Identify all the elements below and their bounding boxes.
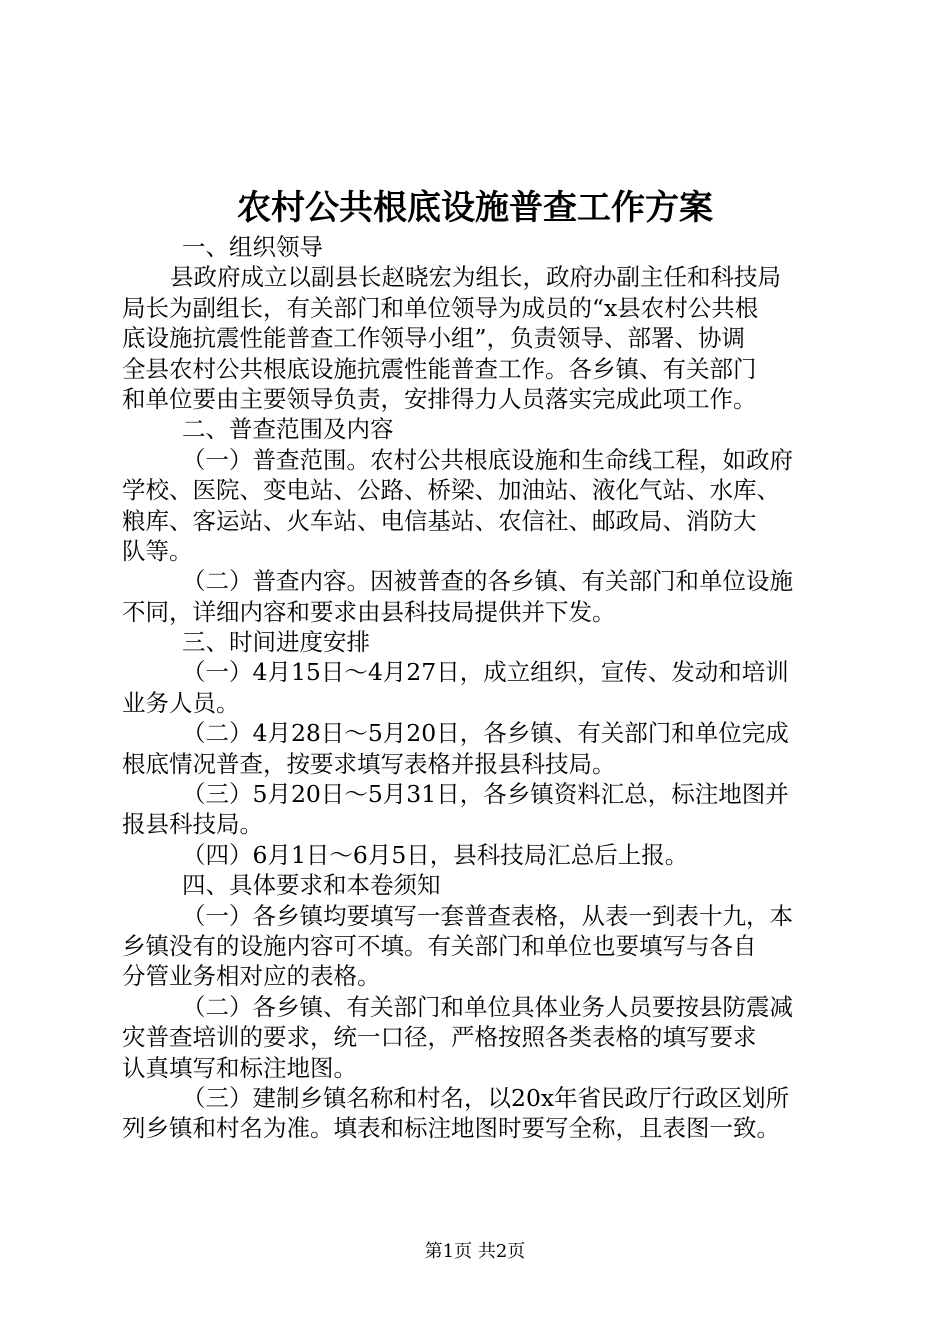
text-line: （三）建制乡镇名称和村名，以20x年省民政厅行政区划所 — [182, 1083, 790, 1112]
text-line: 队等。 — [122, 536, 193, 565]
text-line: 根底情况普查，按要求填写表格并报县科技局。 — [122, 749, 616, 778]
text-line: 分管业务相对应的表格。 — [122, 962, 381, 991]
text-line: 粮库、客运站、火车站、电信基站、农信社、邮政局、消防大 — [122, 506, 757, 535]
text-line: 全县农村公共根底设施抗震性能普查工作。各乡镇、有关部门 — [122, 354, 757, 383]
text-line: （一）4月15日～4月27日，成立组织，宣传、发动和培训 — [182, 658, 789, 687]
text-line: （二）普查内容。因被普查的各乡镇、有关部门和单位设施 — [182, 567, 793, 596]
text-line: 二、普查范围及内容 — [182, 415, 394, 444]
document-title: 农村公共根底设施普查工作方案 — [237, 188, 713, 228]
text-line: 列乡镇和村名为准。填表和标注地图时要写全称，且表图一致。 — [122, 1114, 780, 1143]
text-line: 灾普查培训的要求，统一口径，严格按照各类表格的填写要求 — [122, 1023, 757, 1052]
text-line: 三、时间进度安排 — [182, 628, 370, 657]
text-line: 局长为副组长，有关部门和单位领导为成员的“x县农村公共根 — [122, 293, 759, 322]
text-line: 报县科技局。 — [122, 810, 263, 839]
text-line: 乡镇没有的设施内容可不填。有关部门和单位也要填写与各自 — [122, 931, 757, 960]
text-line: 学校、医院、变电站、公路、桥梁、加油站、液化气站、水库、 — [122, 476, 780, 505]
text-line: 不同，详细内容和要求由县科技局提供并下发。 — [122, 597, 616, 626]
text-line: （四）6月1日～6月5日，县科技局汇总后上报。 — [182, 840, 689, 869]
document-body — [122, 232, 842, 1144]
text-line: （三）5月20日～5月31日，各乡镇资料汇总，标注地图并 — [182, 780, 789, 809]
text-line: 四、具体要求和本卷须知 — [182, 871, 441, 900]
text-line: 和单位要由主要领导负责，安排得力人员落实完成此项工作。 — [122, 384, 757, 413]
text-line: （二）4月28日～5月20日，各乡镇、有关部门和单位完成 — [182, 719, 789, 748]
text-line: （一）各乡镇均要填写一套普查表格，从表一到表十九，本 — [182, 901, 793, 930]
text-line: 认真填写和标注地图。 — [122, 1053, 357, 1082]
text-line: 业务人员。 — [122, 688, 240, 717]
text-line: 底设施抗震性能普查工作领导小组”，负责领导、部署、协调 — [122, 324, 746, 353]
text-line: （二）各乡镇、有关部门和单位具体业务人员要按县防震减 — [182, 992, 793, 1021]
text-line: 县政府成立以副县长赵晓宏为组长，政府办副主任和科技局 — [170, 263, 781, 292]
text-line: 一、组织领导 — [182, 233, 323, 261]
page-footer: 第1页 共2页 — [424, 1241, 526, 1262]
text-line: （一）普查范围。农村公共根底设施和生命线工程，如政府 — [182, 445, 793, 474]
